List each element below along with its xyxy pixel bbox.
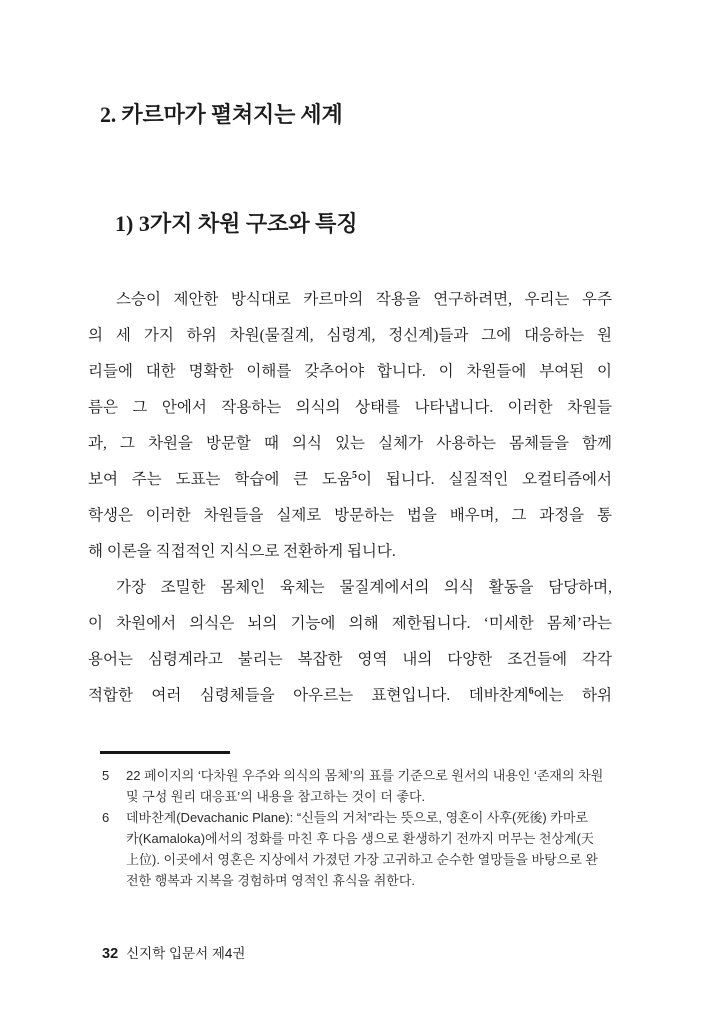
footnote-separator-rule — [100, 751, 230, 754]
footnote-number: 6 — [102, 810, 110, 825]
body-line: 학생은 이러한 차원들을 실제로 방문하는 법을 배우며, 그 과정을 통 — [88, 507, 612, 524]
footnote-line: 전한 행복과 지복을 경험하며 영적인 휴식을 취한다. — [126, 873, 416, 888]
body-line: 보여 주는 도표는 학습에 큰 도움$^5$이 됩니다. 실질적인 오컬티즘에서 — [88, 469, 612, 488]
body-line: 스승이 제안한 방식대로 카르마의 작용을 연구하려면, 우리는 우주 — [116, 291, 612, 308]
section-heading: 1) 3가지 차원 구조와 특징 — [115, 211, 358, 236]
footnote-line: 및 구성 원리 대응표’의 내용을 참고하는 것이 더 좋다. — [126, 789, 426, 804]
body-line: 용어는 심령계라고 불리는 복잡한 영역 내의 다양한 조건들에 각각 — [88, 651, 612, 668]
body-line: 가장 조밀한 몸체인 육체는 물질계에서의 의식 활동을 담당하며, — [116, 579, 612, 596]
book-title: 신지학 입문서 제4권 — [126, 946, 246, 961]
footnote-line: 上位). 이곳에서 영혼은 지상에서 가졌던 가장 고귀하고 순수한 열망들을 바탕으로 완 — [126, 852, 598, 867]
page-number: 32 — [102, 946, 119, 962]
body-line: 적합한 여러 심령체들을 아우르는 표현입니다. 데바찬계$^6$에는 하위 — [88, 685, 612, 704]
page-footer — [88, 945, 612, 963]
body-line: 리들에 대한 명확한 이해를 갖추어야 합니다. 이 차원들에 부여된 이 — [88, 363, 612, 380]
body-line: 해 이론을 직접적인 지식으로 전환하게 됩니다. — [88, 543, 396, 560]
footnote — [88, 807, 612, 891]
body-line: 의 세 가지 하위 차원(물질계, 심령계, 정신계)들과 그에 대응하는 원 — [88, 327, 612, 344]
footnote-reference: 5 — [351, 469, 357, 481]
paragraph — [88, 282, 612, 570]
body-line: 이 차원에서 의식은 뇌의 기능에 의해 제한됩니다. ‘미세한 몸체’라는 — [88, 615, 612, 632]
body-text — [88, 282, 612, 714]
footnote-line: 카(Kamaloka)에서의 정화를 마친 후 다음 생으로 환생하기 전까지 머무는 천상계(天 — [126, 831, 594, 846]
footnote-line: 데바찬계(Devachanic Plane): “신들의 거처”라는 뜻으로, 영혼이 사후(死後) 카마로 — [126, 810, 588, 825]
chapter-heading: 2. 카르마가 펼쳐지는 세계 — [100, 102, 343, 127]
footnote-reference: 6 — [528, 685, 534, 697]
footnote-text — [126, 807, 612, 891]
footnote — [88, 765, 612, 807]
footnotes — [88, 765, 612, 891]
body-line: 름은 그 안에서 작용하는 의식의 상태를 나타냅니다. 이러한 차원들 — [88, 399, 612, 416]
footnote-line: 22 페이지의 ‘다차원 우주와 의식의 몸체’의 표를 기준으로 원서의 내용인 ‘존재의 차원 — [126, 768, 604, 783]
footnote-text — [126, 765, 612, 807]
footnote-number: 5 — [102, 768, 110, 783]
paragraph — [88, 570, 612, 714]
body-line: 과, 그 차원을 방문할 때 의식 있는 실체가 사용하는 몸체들을 함께 — [88, 435, 612, 452]
